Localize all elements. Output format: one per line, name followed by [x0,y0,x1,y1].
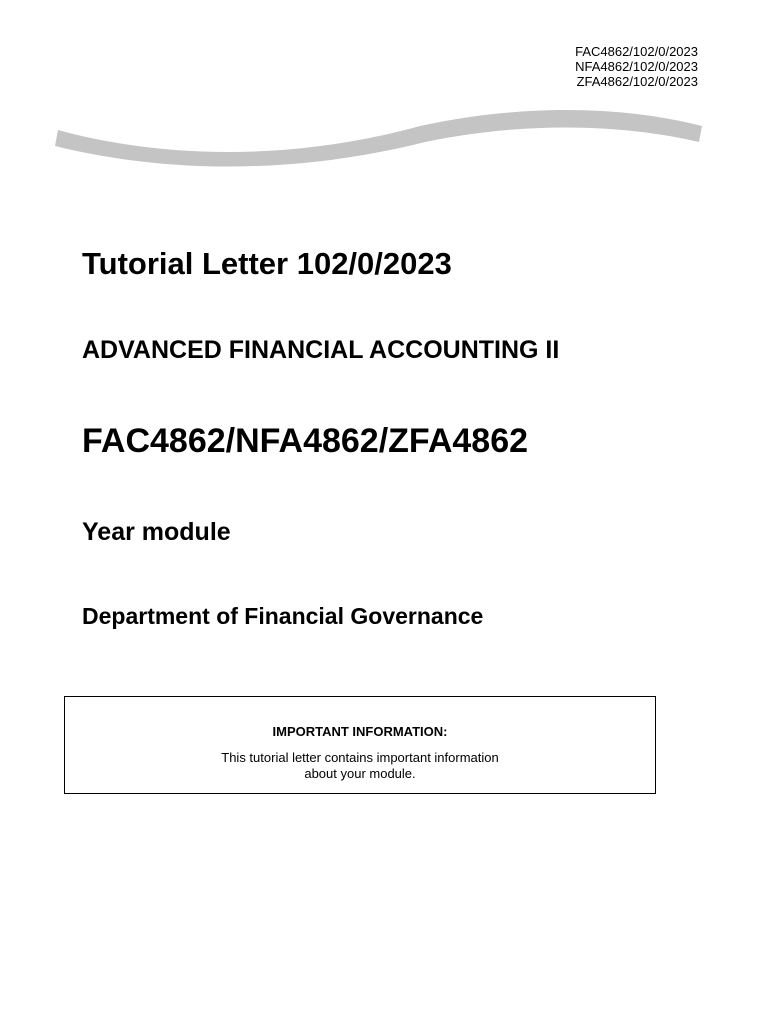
page-title: Tutorial Letter 102/0/2023 [82,246,452,281]
info-text-line: about your module. [304,766,416,781]
important-information-box [64,696,656,794]
decorative-wave [0,100,768,180]
department-name: Department of Financial Governance [82,603,484,629]
info-text-line: This tutorial letter contains important information [221,750,499,765]
document-code: ZFA4862/102/0/2023 [576,74,698,89]
document-code: NFA4862/102/0/2023 [575,59,698,74]
course-subject: ADVANCED FINANCIAL ACCOUNTING II [82,336,560,364]
document-code-list [575,44,698,89]
info-text [65,750,655,782]
module-codes: FAC4862/NFA4862/ZFA4862 [82,422,529,460]
document-code: FAC4862/102/0/2023 [575,44,698,59]
info-heading: IMPORTANT INFORMATION: [272,724,448,739]
wave-band [55,110,702,166]
module-duration: Year module [82,518,231,546]
